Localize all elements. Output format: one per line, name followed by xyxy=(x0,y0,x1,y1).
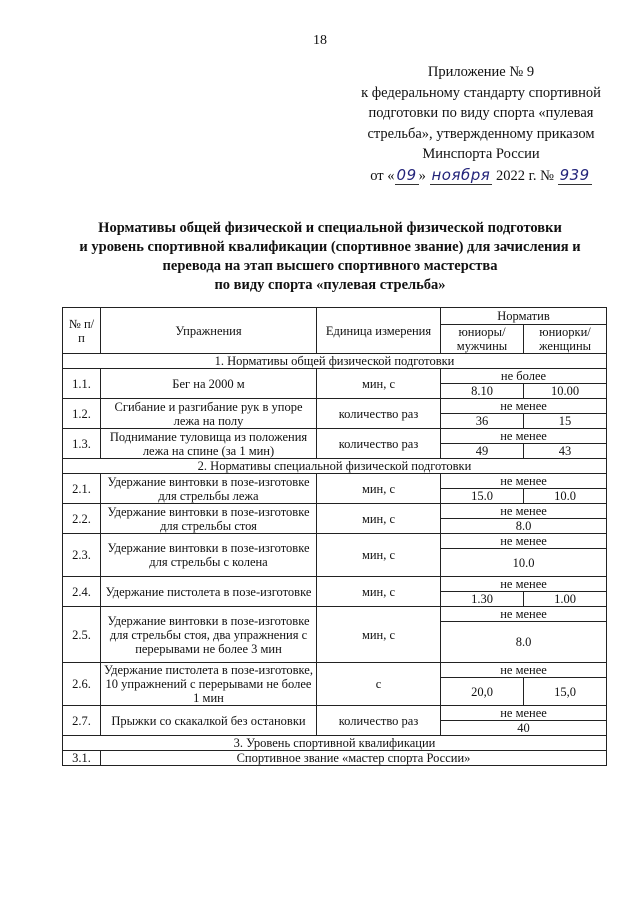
row-value: 10.0 xyxy=(441,549,607,577)
row-num: 1.1. xyxy=(63,369,101,399)
row-unit: количество раз xyxy=(317,706,441,736)
appendix-line-3: подготовки по виду спорта «пулевая xyxy=(368,105,594,121)
row-unit: с xyxy=(317,663,441,706)
appendix-line-4: стрельба», утвержденному приказом xyxy=(367,125,595,142)
row-unit: мин, с xyxy=(317,607,441,663)
row-num: 2.3. xyxy=(63,534,101,577)
row-value-male: 8.10 xyxy=(441,384,524,399)
row-value-female: 15 xyxy=(524,414,607,429)
row-value: 8.0 xyxy=(441,519,607,534)
header-exercise: Упражнения xyxy=(101,308,317,354)
row-value-male: 20,0 xyxy=(441,678,524,706)
document-title xyxy=(60,219,600,295)
header-num: № п/п xyxy=(63,308,101,354)
row-unit: мин, с xyxy=(317,577,441,607)
date-mid: » xyxy=(418,167,430,184)
row-num: 2.7. xyxy=(63,706,101,736)
title-line-1: Нормативы общей физической и специальной физической подготовки xyxy=(98,220,562,236)
row-condition: не менее xyxy=(441,607,607,622)
handwritten-month: ноября xyxy=(431,165,491,184)
row-num: 2.2. xyxy=(63,504,101,534)
row-unit: мин, с xyxy=(317,474,441,504)
row-qualification: Спортивное звание «мастер спорта России» xyxy=(101,751,607,766)
row-exercise: Сгибание и разгибание рук в упоре лежа на полу xyxy=(101,399,317,429)
date-year: 2022 г. № xyxy=(492,167,558,184)
date-prefix: от « xyxy=(370,167,395,184)
row-num: 1.2. xyxy=(63,399,101,429)
row-value-male: 36 xyxy=(441,414,524,429)
section-1-header: 1. Нормативы общей физической подготовки xyxy=(63,354,607,369)
handwritten-day: 09 xyxy=(396,165,417,184)
row-condition: не менее xyxy=(441,429,607,444)
row-value-male: 1.30 xyxy=(441,592,524,607)
row-unit: мин, с xyxy=(317,534,441,577)
row-unit: мин, с xyxy=(317,504,441,534)
title-line-4: по виду спорта «пулевая стрельба» xyxy=(214,277,446,293)
row-value-female: 15,0 xyxy=(524,678,607,706)
title-line-3: перевода на этап высшего спортивного мастерства xyxy=(162,258,498,274)
row-value-female: 10.00 xyxy=(524,384,607,399)
row-num: 2.5. xyxy=(63,607,101,663)
row-exercise: Прыжки со скакалкой без остановки xyxy=(101,706,317,736)
row-num: 2.6. xyxy=(63,663,101,706)
row-exercise: Бег на 2000 м xyxy=(101,369,317,399)
row-num: 1.3. xyxy=(63,429,101,459)
section-3-header: 3. Уровень спортивной квалификации xyxy=(63,736,607,751)
header-norm: Норматив xyxy=(441,308,607,325)
appendix-line-2: к федеральному стандарту спортивной xyxy=(361,84,601,101)
row-value-female: 1.00 xyxy=(524,592,607,607)
appendix-line-5: Минспорта России xyxy=(422,146,540,162)
row-unit: количество раз xyxy=(317,399,441,429)
row-exercise: Удержание винтовки в позе-изготовке для стрельбы с колена xyxy=(101,534,317,577)
row-condition: не более xyxy=(441,369,607,384)
row-unit: количество раз xyxy=(317,429,441,459)
row-value-male: 15.0 xyxy=(441,489,524,504)
row-value-female: 43 xyxy=(524,444,607,459)
row-condition: не менее xyxy=(441,474,607,489)
row-unit: мин, с xyxy=(317,369,441,399)
row-exercise: Удержание винтовки в позе-изготовке для стрельбы стоя, два упражнения с перерывами не более 3 мин xyxy=(101,607,317,663)
row-condition: не менее xyxy=(441,577,607,592)
appendix-title: Приложение № 9 xyxy=(427,64,535,80)
appendix-header xyxy=(350,62,612,186)
row-value-male: 49 xyxy=(441,444,524,459)
section-2-header: 2. Нормативы специальной физической подготовки xyxy=(63,459,607,474)
norms-table xyxy=(62,307,607,766)
row-condition: не менее xyxy=(441,504,607,519)
row-exercise: Удержание пистолета в позе-изготовке, 10 упражнений с перерывами не более 1 мин xyxy=(101,663,317,706)
title-line-2: и уровень спортивной квалификации (спортивное звание) для зачисления и xyxy=(79,239,581,255)
row-value: 8.0 xyxy=(441,622,607,663)
row-condition: не менее xyxy=(441,663,607,678)
row-num: 2.4. xyxy=(63,577,101,607)
row-exercise: Удержание винтовки в позе-изготовке для стрельбы лежа xyxy=(101,474,317,504)
row-num: 2.1. xyxy=(63,474,101,504)
row-exercise: Удержание винтовки в позе-изготовке для стрельбы стоя xyxy=(101,504,317,534)
row-condition: не менее xyxy=(441,399,607,414)
row-exercise: Поднимание туловища из положения лежа на спине (за 1 мин) xyxy=(101,429,317,459)
header-unit: Единица измерения xyxy=(317,308,441,354)
row-num: 3.1. xyxy=(63,751,101,766)
row-condition: не менее xyxy=(441,706,607,721)
row-value: 40 xyxy=(441,721,607,736)
header-juniors-male: юниоры/ мужчины xyxy=(441,325,524,354)
header-juniors-female: юниорки/ женщины xyxy=(524,325,607,354)
row-exercise: Удержание пистолета в позе-изготовке xyxy=(101,577,317,607)
row-value-female: 10.0 xyxy=(524,489,607,504)
handwritten-order-number: 939 xyxy=(559,165,590,184)
order-date-line xyxy=(350,165,612,187)
row-condition: не менее xyxy=(441,534,607,549)
page-number: 18 xyxy=(313,33,327,48)
